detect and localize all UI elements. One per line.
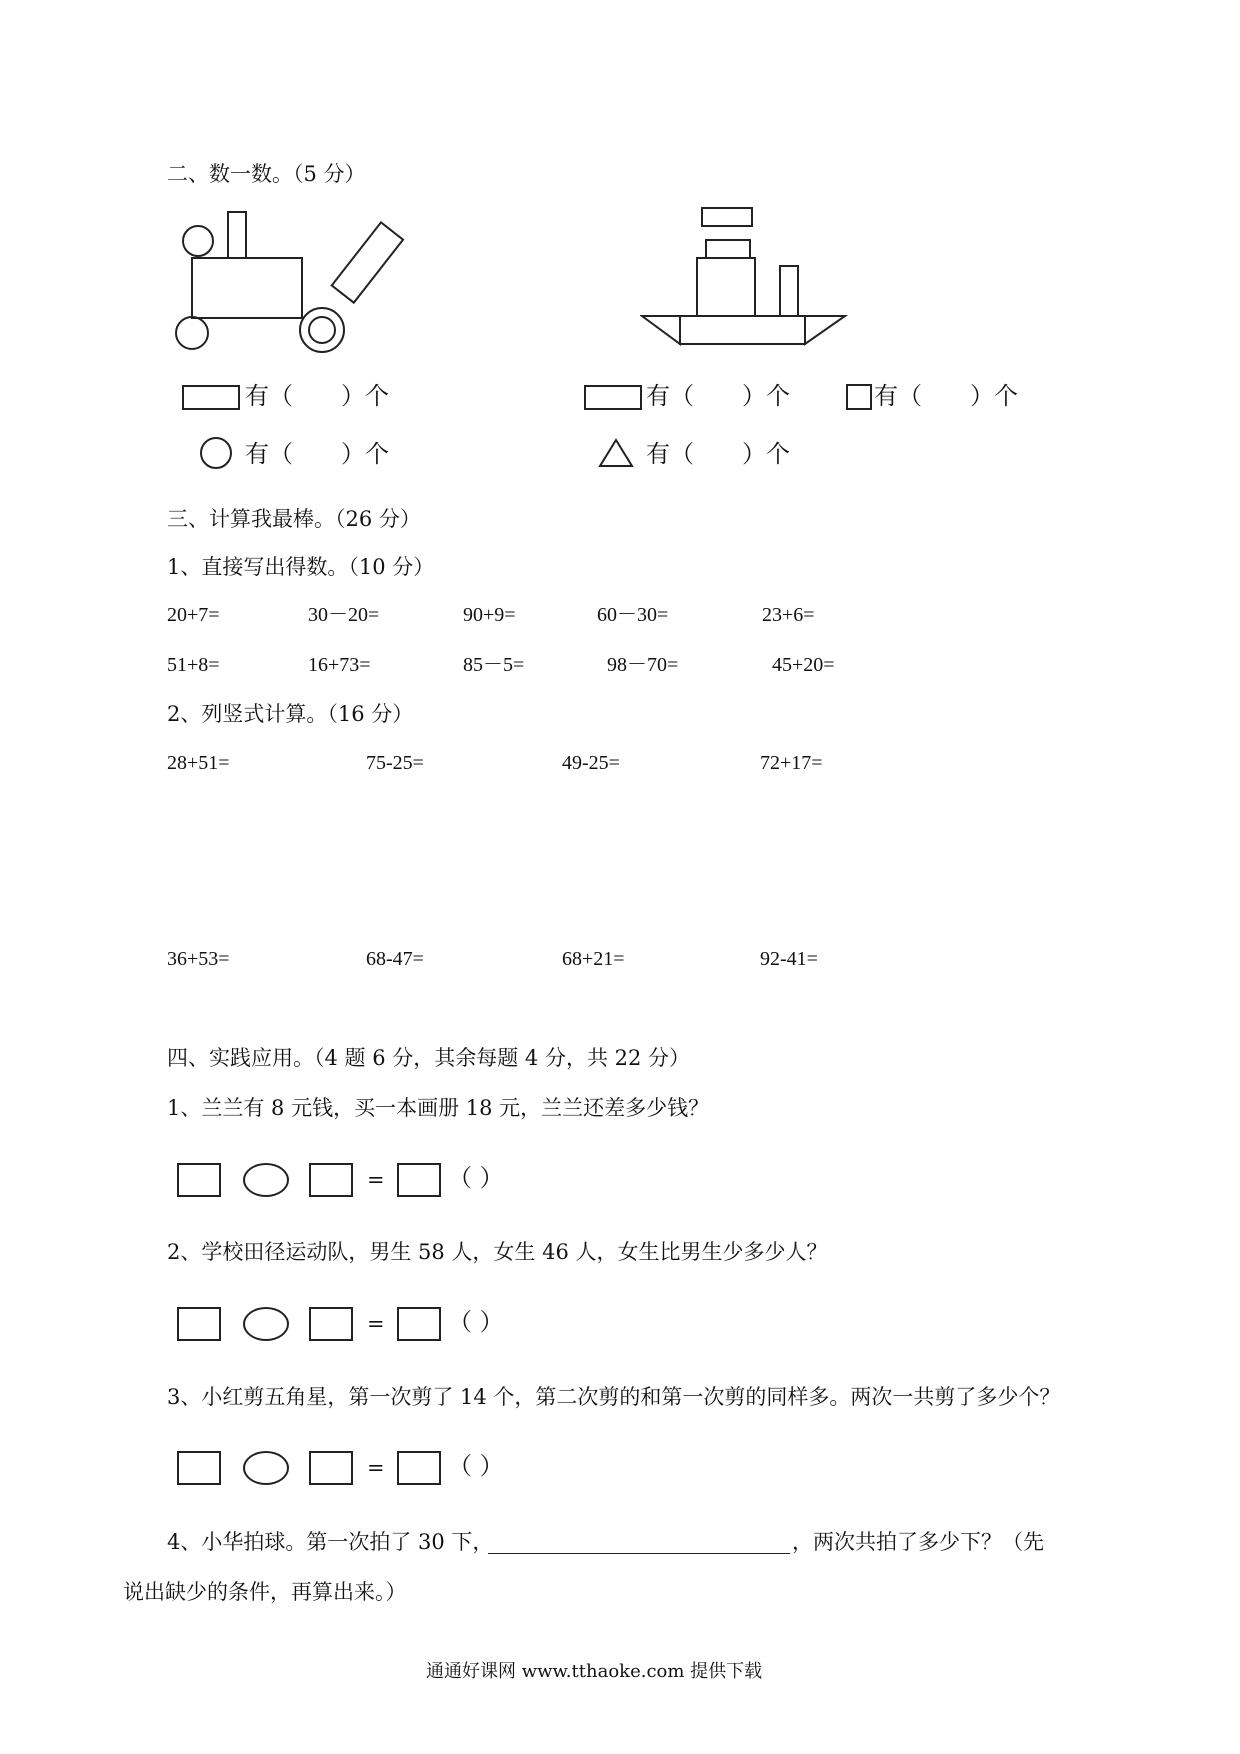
calc-item: 51+8= — [167, 654, 220, 676]
calc-item: 85－5= — [463, 654, 525, 676]
vertical-calc-item: 75-25= — [366, 752, 424, 774]
tractor-rear-wheel-inner — [309, 317, 335, 343]
tractor-rear-wheel-outer — [300, 308, 344, 352]
boat-right-triangle — [805, 316, 845, 344]
boat-mast — [780, 266, 798, 316]
triangle-icon — [598, 437, 634, 469]
operator-oval[interactable] — [243, 1307, 289, 1341]
section4-q2: 2、学校田径运动队，男生 58 人，女生 46 人，女生比男生少多少人？ — [167, 1240, 828, 1264]
rectangle-icon-right — [584, 385, 642, 410]
answer-box[interactable] — [309, 1451, 353, 1485]
tractor-front-wheel — [176, 317, 208, 349]
tractor-top-circle — [183, 226, 213, 256]
operator-oval[interactable] — [243, 1451, 289, 1485]
section2-title: 二、数一数。（5 分） — [167, 162, 366, 186]
result-box[interactable] — [397, 1163, 441, 1197]
boat-top-flag — [702, 208, 752, 226]
calc-item: 90+9= — [463, 604, 516, 626]
unit-paren: （ ） — [448, 1164, 504, 1192]
operator-oval[interactable] — [243, 1163, 289, 1197]
boat-cabin-top — [706, 240, 750, 258]
vertical-calc-item: 72+17= — [760, 752, 823, 774]
page-footer: 通通好课网 www.tthaoke.com 提供下载 — [426, 1661, 763, 1682]
square-icon — [846, 384, 872, 410]
section4-title: 四、实践应用。（4 题 6 分，其余每题 4 分，共 22 分） — [167, 1046, 691, 1070]
calc-item: 23+6= — [762, 604, 815, 626]
answer-box[interactable] — [309, 1163, 353, 1197]
tractor-figure — [170, 200, 410, 360]
boat-cabin — [697, 258, 755, 316]
tractor-arm — [332, 222, 403, 302]
vertical-calc-item: 36+53= — [167, 948, 230, 970]
vertical-calc-item: 49-25= — [562, 752, 620, 774]
section3-q1-title: 1、直接写出得数。（10 分） — [167, 555, 435, 579]
vertical-calc-item: 92-41= — [760, 948, 818, 970]
tractor-chimney — [228, 212, 246, 258]
equals-sign: = — [367, 1456, 385, 1480]
section4-q4-part3: 说出缺少的条件，再算出来。） — [123, 1580, 407, 1604]
boat-figure — [640, 200, 870, 350]
section4-q4-part2: ，两次共拍了多少下？（先 — [792, 1530, 1044, 1554]
unit-paren: （ ） — [448, 1308, 504, 1336]
result-box[interactable] — [397, 1307, 441, 1341]
section3-q2-title: 2、列竖式计算。（16 分） — [167, 702, 414, 726]
section4-q4-part1: 4、小华拍球。第一次拍了 30 下， — [167, 1530, 494, 1554]
square-count: 有（ ）个 — [874, 382, 1018, 410]
unit-paren: （ ） — [448, 1452, 504, 1480]
circle-icon — [200, 437, 232, 469]
rect-count-left: 有（ ）个 — [245, 382, 389, 410]
rect-count-right: 有（ ）个 — [646, 382, 790, 410]
vertical-calc-item: 28+51= — [167, 752, 230, 774]
circle-count: 有（ ）个 — [245, 440, 389, 468]
calc-item: 30－20= — [308, 604, 380, 626]
section3-title: 三、计算我最棒。（26 分） — [167, 507, 421, 531]
answer-box[interactable] — [309, 1307, 353, 1341]
answer-box[interactable] — [177, 1307, 221, 1341]
tractor-body — [192, 258, 302, 318]
equals-sign: = — [367, 1168, 385, 1192]
rectangle-icon — [182, 385, 240, 410]
boat-hull — [680, 316, 805, 344]
section4-q1: 1、兰兰有 8 元钱，买一本画册 18 元，兰兰还差多少钱？ — [167, 1096, 710, 1120]
calc-item: 98－70= — [607, 654, 679, 676]
vertical-calc-item: 68-47= — [366, 948, 424, 970]
calc-item: 16+73= — [308, 654, 371, 676]
calc-item: 45+20= — [772, 654, 835, 676]
section4-q3: 3、小红剪五角星，第一次剪了 14 个，第二次剪的和第一次剪的同样多。两次一共剪了多少个？ — [167, 1385, 1061, 1409]
answer-box[interactable] — [177, 1451, 221, 1485]
calc-item: 20+7= — [167, 604, 220, 626]
answer-box[interactable] — [177, 1163, 221, 1197]
boat-left-triangle — [642, 316, 680, 344]
triangle-count: 有（ ）个 — [646, 440, 790, 468]
result-box[interactable] — [397, 1451, 441, 1485]
calc-item: 60－30= — [597, 604, 669, 626]
vertical-calc-item: 68+21= — [562, 948, 625, 970]
missing-condition-blank[interactable] — [488, 1553, 790, 1554]
equals-sign: = — [367, 1312, 385, 1336]
